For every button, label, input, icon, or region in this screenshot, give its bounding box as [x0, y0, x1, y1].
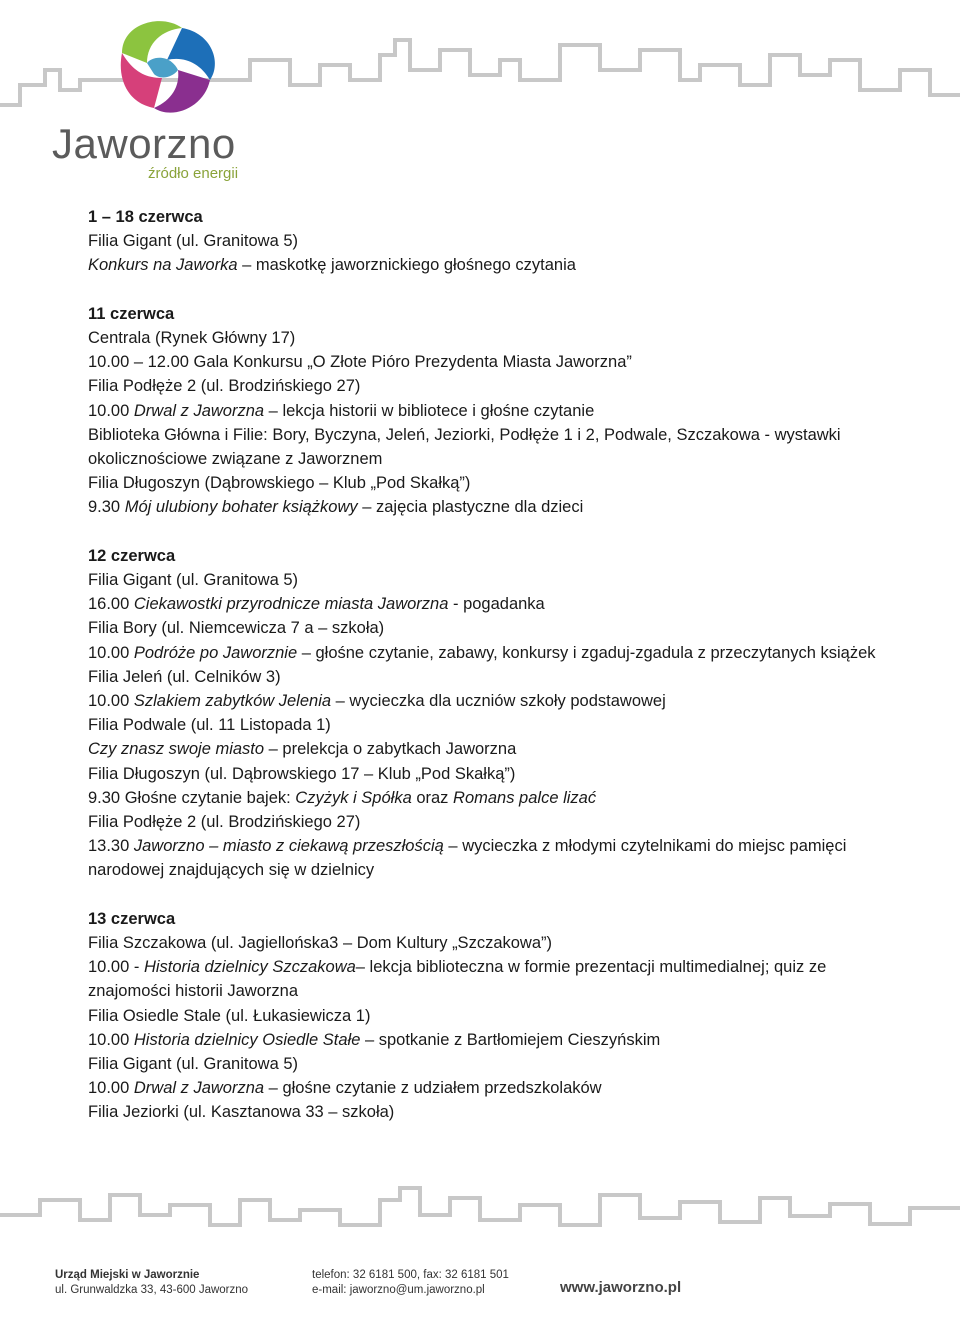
schedule-line	[88, 1052, 888, 1076]
line-text: 13.30	[88, 837, 134, 856]
footer-office-name: Urząd Miejski w Jaworznie	[55, 1269, 200, 1281]
line-text: 10.00	[88, 1079, 134, 1098]
line-text: – lekcja biblioteczna w formie prezentacji multimedialnej; quiz ze znajomości historii Jaworzna	[88, 958, 827, 1001]
schedule-line	[88, 1028, 888, 1052]
event-title: Mój ulubiony bohater książkowy	[124, 498, 358, 517]
schedule-line	[88, 786, 888, 810]
line-text: oraz	[411, 788, 454, 807]
line-text: Filia Podłęże 2 (ul. Brodzińskiego 27)	[88, 377, 361, 396]
line-text: Filia Jeleń (ul. Celników 3)	[88, 667, 281, 686]
footer-website-link[interactable]: www.jaworzno.pl	[560, 1279, 682, 1296]
event-title: Czy znasz swoje miasto	[88, 740, 265, 759]
section-date: 11 czerwca	[88, 304, 175, 323]
event-title: Jaworzno – miasto z ciekawą przeszłością	[133, 837, 444, 856]
schedule-line	[88, 616, 888, 640]
line-text: – prelekcja o zabytkach Jaworzna	[264, 740, 517, 759]
line-text: Filia Podłęże 2 (ul. Brodzińskiego 27)	[88, 813, 361, 832]
schedule-line	[88, 229, 888, 253]
schedule-line	[88, 495, 888, 519]
footer-phone: telefon: 32 6181 500, fax: 32 6181 501	[312, 1269, 509, 1281]
line-text: 9.30 Głośne czytanie bajek:	[88, 788, 296, 807]
line-text: 10.00	[88, 1030, 134, 1049]
schedule-line	[88, 326, 888, 350]
line-text: Filia Podwale (ul. 11 Listopada 1)	[88, 716, 331, 735]
schedule-line	[88, 931, 888, 955]
line-text: Filia Osiedle Stale (ul. Łukasiewicza 1)	[88, 1006, 371, 1025]
schedule-line	[88, 955, 888, 1003]
line-text: Filia Gigant (ul. Granitowa 5)	[88, 1055, 298, 1074]
line-text: Filia Bory (ul. Niemcewicza 7 a – szkoła)	[88, 619, 385, 638]
schedule-line	[88, 834, 888, 882]
section-date: 1 – 18 czerwca	[88, 208, 203, 226]
event-title: Drwal z Jaworzna	[133, 401, 265, 420]
schedule-section	[88, 205, 888, 278]
line-text: 16.00	[88, 595, 134, 614]
schedule-line	[88, 641, 888, 665]
schedule-line	[88, 665, 888, 689]
footer-contact	[312, 1268, 509, 1298]
line-text: 10.00	[88, 401, 134, 420]
line-text: Filia Długoszyn (ul. Dąbrowskiego 17 – Klub „Pod Skałką”)	[88, 764, 516, 783]
logo-name: Jaworzno	[52, 120, 236, 167]
schedule-line	[88, 762, 888, 786]
line-text: Filia Jeziorki (ul. Kasztanowa 33 – szkoła)	[88, 1103, 395, 1122]
schedule-line	[88, 689, 888, 713]
footer-office-address: ul. Grunwaldzka 33, 43-600 Jaworzno	[55, 1284, 249, 1296]
footer-office	[55, 1268, 248, 1298]
event-title: Historia dzielnicy Osiedle Stałe	[133, 1030, 361, 1049]
line-text: 10.00	[88, 643, 134, 662]
line-text: Biblioteka Główna i Filie: Bory, Byczyna, Jeleń, Jeziorki, Podłęże 1 i 2, Podwale, Szczakowa - wystawki okolicznościowe związane z Jaworznem	[88, 425, 841, 469]
event-title: Romans palce lizać	[453, 788, 597, 807]
schedule-section	[88, 907, 888, 1125]
line-text: – lekcja historii w bibliotece i głośne czytanie	[264, 401, 595, 420]
skyline-decoration-bottom	[0, 1180, 960, 1250]
page-footer	[0, 1262, 960, 1312]
schedule-line	[88, 423, 888, 471]
line-text: Filia Szczakowa (ul. Jagiellońska3 – Dom Kultury „Szczakowa”)	[88, 934, 552, 953]
event-title: Szlakiem zabytków Jelenia	[133, 692, 332, 711]
line-text: – wycieczka dla uczniów szkoły podstawowej	[331, 692, 666, 711]
section-date: 12 czerwca	[88, 546, 176, 565]
line-text: 10.00 – 12.00 Gala Konkursu „O Złote Pióro Prezydenta Miasta Jaworzna”	[88, 353, 632, 372]
line-text: – głośne czytanie z udziałem przedszkolaków	[264, 1079, 602, 1098]
schedule-line	[88, 1004, 888, 1028]
event-title: Drwal z Jaworzna	[133, 1079, 265, 1098]
line-text: 9.30	[88, 498, 125, 517]
schedule-line	[88, 399, 888, 423]
schedule-line	[88, 374, 888, 398]
line-text: 10.00	[88, 692, 134, 711]
schedule-line	[88, 713, 888, 737]
event-schedule	[88, 205, 888, 1149]
event-title: Czyżyk i Spółka	[295, 788, 412, 807]
schedule-section	[88, 544, 888, 883]
schedule-line	[88, 810, 888, 834]
event-title: Konkurs na Jaworka	[88, 256, 238, 275]
line-text: Filia Gigant (ul. Granitowa 5)	[88, 571, 298, 590]
section-date: 13 czerwca	[88, 909, 176, 928]
schedule-line	[88, 471, 888, 495]
schedule-line	[88, 253, 888, 277]
event-title: Historia dzielnicy Szczakowa	[143, 958, 356, 977]
schedule-line	[88, 350, 888, 374]
footer-email: e-mail: jaworzno@um.jaworzno.pl	[312, 1284, 485, 1296]
line-text: – wycieczka z młodymi czytelnikami do miejsc pamięci narodowej znajdujących się w dzielnicy	[88, 837, 847, 880]
schedule-line	[88, 592, 888, 616]
line-text: – głośne czytanie, zabawy, konkursy i zgaduj-zgadula z przeczytanych książek	[297, 643, 876, 662]
line-text: - pogadanka	[448, 595, 545, 614]
event-title: Podróże po Jaworznie	[133, 643, 298, 662]
line-text: – maskotkę jaworznickiego głośnego czytania	[237, 256, 576, 275]
line-text: Filia Długoszyn (Dąbrowskiego – Klub „Pod Skałką”)	[88, 474, 471, 493]
schedule-section	[88, 302, 888, 520]
jaworzno-logo	[52, 8, 252, 183]
line-text: 10.00 -	[88, 958, 144, 977]
logo-tagline: źródło energii	[148, 165, 239, 182]
line-text: Centrala (Rynek Główny 17)	[88, 329, 296, 347]
line-text: Filia Gigant (ul. Granitowa 5)	[88, 232, 298, 251]
event-title: Ciekawostki przyrodnicze miasta Jaworzna	[133, 595, 449, 614]
line-text: – zajęcia plastyczne dla dzieci	[357, 498, 584, 517]
schedule-line	[88, 1100, 888, 1124]
schedule-line	[88, 568, 888, 592]
schedule-line	[88, 737, 888, 761]
logo-mark-icon	[92, 8, 242, 128]
schedule-line	[88, 1076, 888, 1100]
line-text: – spotkanie z Bartłomiejem Cieszyńskim	[360, 1030, 661, 1049]
